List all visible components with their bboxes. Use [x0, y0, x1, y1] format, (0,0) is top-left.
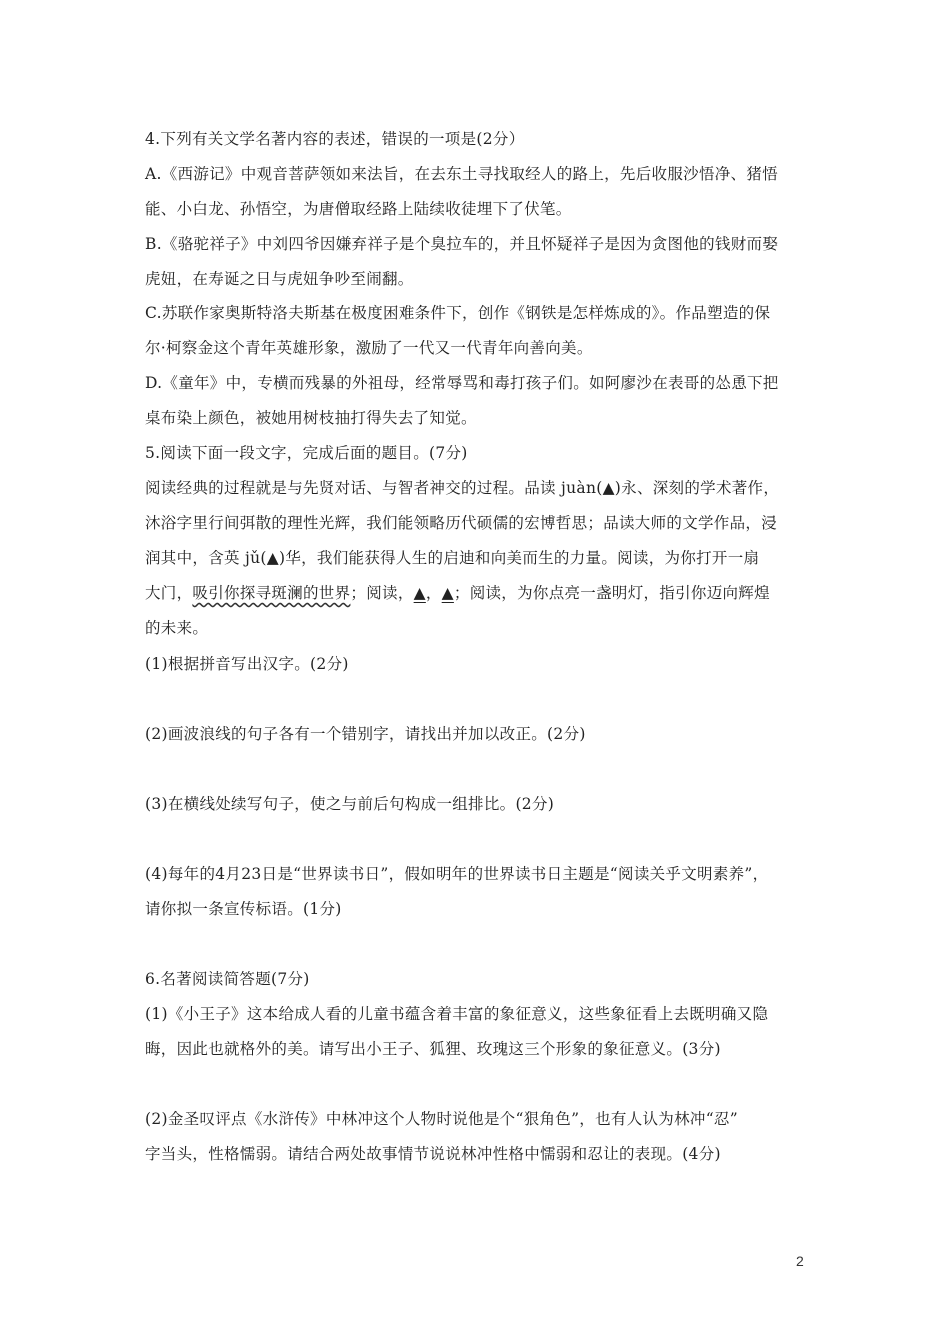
q5-sub4-line2: 请你拟一条宣传标语。(1分) — [145, 900, 342, 918]
q5-passage-line2: 沐浴字里行间弭散的理性光辉，我们能领略历代硕儒的宏博哲思；品读大师的文学作品，浸 — [145, 514, 778, 532]
blank-triangle-2: ▲ — [441, 584, 454, 602]
q4-option-d-line2: 桌布染上颜色，被她用树枝抽打得失去了知觉。 — [145, 409, 477, 427]
q5-sub4-line1: (4)每年的4月23日是“世界读书日”，假如明年的世界读书日主题是“阅读关乎文明素养”， — [145, 865, 769, 883]
q6-sub1-line2: 晦，因此也就格外的美。请写出小王子、狐狸、玫瑰这三个形象的象征意义。(3分) — [145, 1040, 721, 1058]
wavy-underlined-sentence: 吸引你探寻斑澜的世界 — [192, 584, 351, 602]
q4-option-b-line2: 虎妞，在寿诞之日与虎妞争吵至闹翻。 — [145, 270, 414, 288]
q5-passage-line4-start: 大门， — [145, 584, 193, 602]
q5-passage-line4-end: ；阅读，为你点亮一盏明灯，指引你迈向辉煌 — [453, 584, 770, 602]
q5-sub1: (1)根据拼音写出汉字。(2分) — [145, 655, 349, 673]
blank-triangle-1: ▲ — [413, 584, 426, 602]
page-number: 2 — [796, 1253, 804, 1269]
q6-sub2-line2: 字当头，性格懦弱。请结合两处故事情节说说林冲性格中懦弱和忍让的表现。(4分) — [145, 1145, 721, 1163]
q5-passage-line4-mid: ；阅读， — [350, 584, 414, 602]
q5-passage-line4 — [145, 582, 770, 604]
q5-sub2: (2)画波浪线的句子各有一个错别字，请找出并加以改正。(2分) — [145, 725, 586, 743]
q6-sub1-line1: (1)《小王子》这本给成人看的儿童书蕴含着丰富的象征意义，这些象征看上去既明确又隐 — [145, 1005, 769, 1023]
q6-stem: 6.名著阅读简答题(7分) — [145, 970, 310, 988]
q4-option-b-line1: B.《骆驼祥子》中刘四爷因嫌弃祥子是个臭拉车的，并且怀疑祥子是因为贪图他的钱财而娶 — [145, 235, 779, 253]
q4-option-c-line2: 尔·柯察金这个青年英雄形象，激励了一代又一代青年向善向美。 — [145, 339, 593, 357]
q4-option-a-line2: 能、小白龙、孙悟空，为唐僧取经路上陆续收徒埋下了伏笔。 — [145, 200, 572, 218]
q4-option-d-line1: D.《童年》中，专横而残暴的外祖母，经常辱骂和毒打孩子们。如阿廖沙在表哥的怂恿下把 — [145, 374, 779, 392]
q5-passage-line1: 阅读经典的过程就是与先贤对话、与智者神交的过程。品读 juàn(▲)永、深刻的学术著作， — [145, 479, 780, 497]
q4-option-c-line1: C.苏联作家奥斯特洛夫斯基在极度困难条件下，创作《钢铁是怎样炼成的》。作品塑造的保 — [145, 304, 771, 322]
blank-comma: ， — [425, 584, 442, 602]
q5-passage-line5: 的未来。 — [145, 619, 209, 637]
q5-stem: 5.阅读下面一段文字，完成后面的题目。(7分) — [145, 444, 468, 462]
q6-sub2-line1: (2)金圣叹评点《水浒传》中林冲这个人物时说他是个“狠角色”，也有人认为林冲“忍” — [145, 1110, 738, 1128]
q5-passage-line3: 润其中，含英 jǔ(▲)华，我们能获得人生的启迪和向美而生的力量。阅读，为你打开一扇 — [145, 549, 760, 567]
q5-sub3: (3)在横线处续写句子，使之与前后句构成一组排比。(2分) — [145, 795, 555, 813]
q4-option-a-line1: A.《西游记》中观音菩萨领如来法旨，在去东土寻找取经人的路上，先后收服沙悟净、猪悟 — [145, 165, 778, 183]
q4-stem: 4.下列有关文学名著内容的表述，错误的一项是(2分） — [145, 130, 525, 148]
